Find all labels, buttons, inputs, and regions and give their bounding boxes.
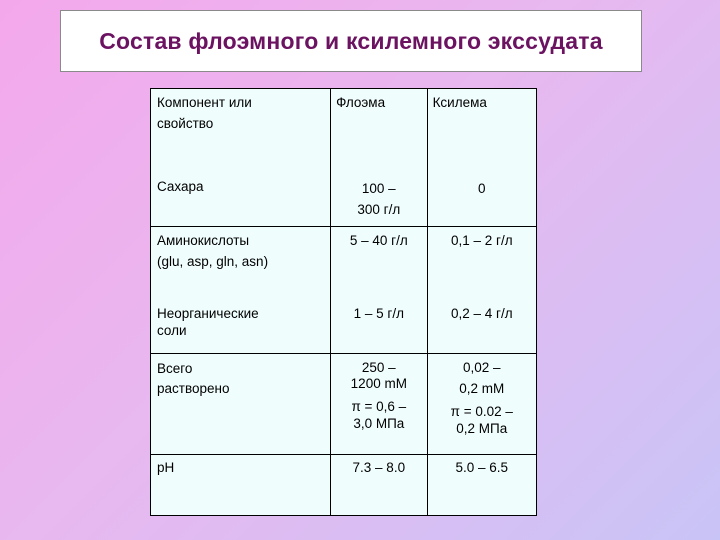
header-xylem: Ксилема bbox=[432, 95, 487, 110]
row-amino-phloem: 5 – 40 г/л bbox=[349, 233, 408, 248]
table-cell bbox=[151, 455, 331, 516]
row-sugars-label: Сахара bbox=[157, 179, 204, 194]
row-total-phloem-line2: 1200 mM bbox=[350, 376, 407, 391]
table-cell bbox=[151, 227, 331, 354]
row-total-xylem-line4: 0,2 МПа bbox=[456, 421, 508, 436]
table-cell bbox=[331, 354, 428, 455]
table-cell bbox=[331, 455, 428, 516]
table-row-header-sugars bbox=[151, 89, 537, 227]
header-phloem: Флоэма bbox=[336, 95, 386, 110]
table-row-amino-salts bbox=[151, 227, 537, 354]
header-component-line1: Компонент или bbox=[157, 95, 252, 110]
title-box bbox=[60, 10, 642, 72]
table-cell bbox=[331, 227, 428, 354]
table-cell bbox=[151, 89, 331, 227]
row-ph-xylem: 5.0 – 6.5 bbox=[455, 460, 509, 475]
row-total-label-line2: растворено bbox=[157, 381, 230, 396]
row-total-phloem-line3: π = 0,6 – bbox=[351, 399, 407, 414]
row-total-phloem-line4: 3,0 МПа bbox=[353, 416, 405, 431]
row-amino-xylem: 0,1 – 2 г/л bbox=[450, 233, 513, 248]
row-total-phloem-line1: 250 – bbox=[361, 360, 396, 375]
slide-title: Состав флоэмного и ксилемного экссудата bbox=[99, 27, 603, 54]
table-cell bbox=[151, 354, 331, 455]
row-amino-label-line1: Аминокислоты bbox=[157, 233, 250, 248]
table-row-ph bbox=[151, 455, 537, 516]
table-cell bbox=[427, 227, 536, 354]
row-salts-xylem: 0,2 – 4 г/л bbox=[450, 306, 513, 321]
row-total-xylem-line1: 0,02 – bbox=[463, 360, 501, 375]
row-sugars-phloem-line1: 100 – bbox=[361, 181, 396, 196]
row-sugars-phloem-line2: 300 г/л bbox=[357, 202, 401, 217]
row-salts-label-line1: Неорганические bbox=[157, 306, 259, 321]
row-sugars-xylem: 0 bbox=[478, 181, 486, 196]
table-cell bbox=[427, 354, 536, 455]
row-total-xylem-line2: 0,2 mM bbox=[459, 381, 505, 396]
table-cell bbox=[427, 455, 536, 516]
row-amino-label-line2: (glu, asp, gln, asn) bbox=[157, 254, 269, 269]
row-total-label-line1: Всего bbox=[157, 361, 193, 376]
header-component-line2: свойство bbox=[157, 116, 214, 131]
exudate-table bbox=[150, 88, 537, 516]
row-total-xylem-line3: π = 0.02 – bbox=[450, 404, 513, 419]
row-salts-phloem: 1 – 5 г/л bbox=[353, 306, 404, 321]
row-ph-phloem: 7.3 – 8.0 bbox=[352, 460, 406, 475]
row-salts-label-line2: соли bbox=[157, 323, 187, 338]
table-cell bbox=[331, 89, 428, 227]
table-cell bbox=[427, 89, 536, 227]
row-ph-label: pH bbox=[157, 460, 175, 475]
table-row-total bbox=[151, 354, 537, 455]
